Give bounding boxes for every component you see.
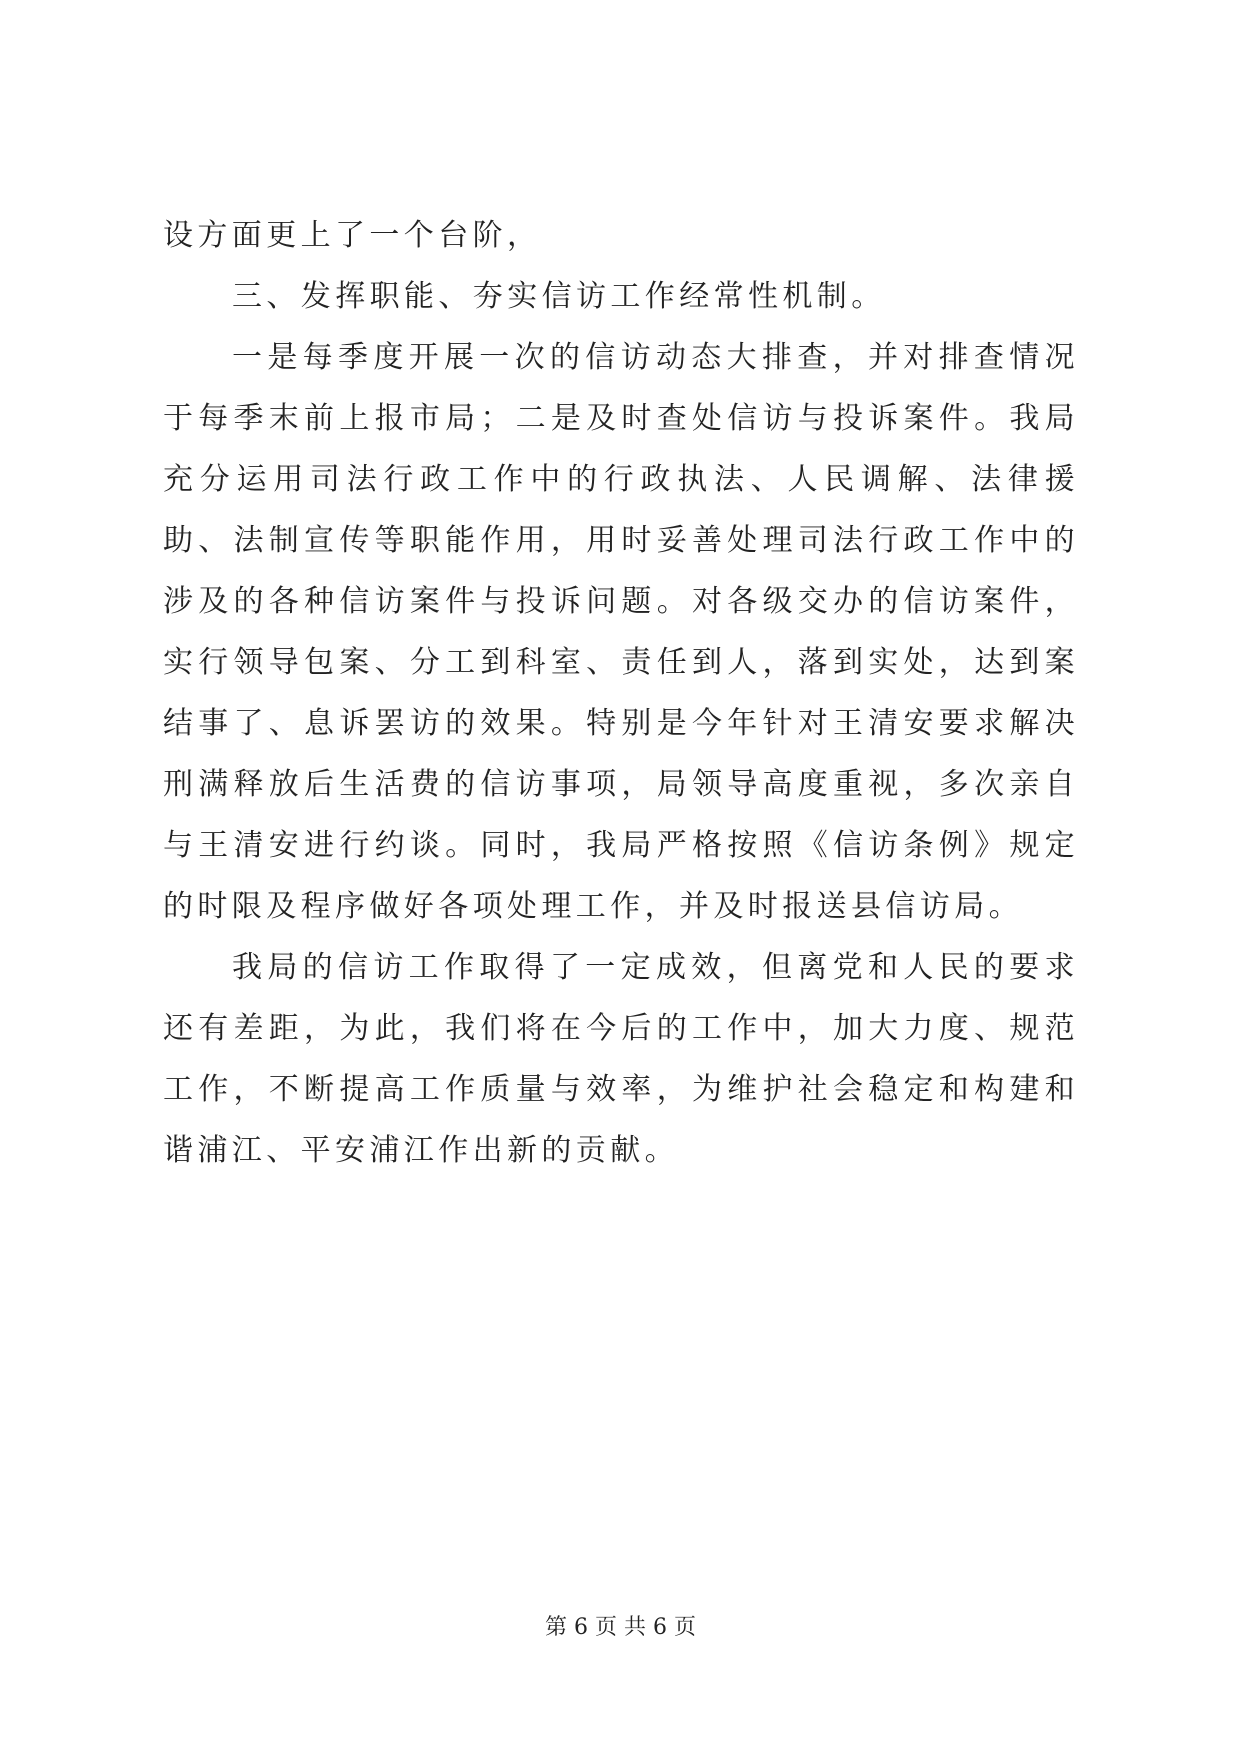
paragraph-continuation: 设方面更上了一个台阶，	[163, 218, 542, 253]
section-heading: 三、发挥职能、夯实信访工作经常性机制。	[232, 279, 886, 314]
paragraph: 一是每季度开展一次的信访动态大排查，并对排查情况于每季末前上报市局；二是及时查处信访与投诉案件。我局充分运用司法行政工作中的行政执法、人民调解、法律援助、法制宣传等职能作用，用时妥善处理司法行政工作中的涉及的各种信访案件与投诉问题。对各级交办的信访案件，实行领导包案、分工到科室、责任到人，落到实处，达到案结事了、息诉罢访的效果。特别是今年针对王清安要求解决刑满释放后生活费的信访事项，局领导高度重视，多次亲自与王清安进行约谈。同时，我局严格按照《信访条例》规定的时限及程序做好各项处理工作，并及时报送县信访局。	[163, 340, 1079, 924]
page-number-footer: 第 6 页 共 6 页	[545, 1615, 696, 1640]
document-body	[163, 205, 1079, 1181]
paragraph: 我局的信访工作取得了一定成效，但离党和人民的要求还有差距，为此，我们将在今后的工作中，加大力度、规范工作，不断提高工作质量与效率，为维护社会稳定和构建和谐浦江、平安浦江作出新的贡献。	[163, 950, 1079, 1168]
